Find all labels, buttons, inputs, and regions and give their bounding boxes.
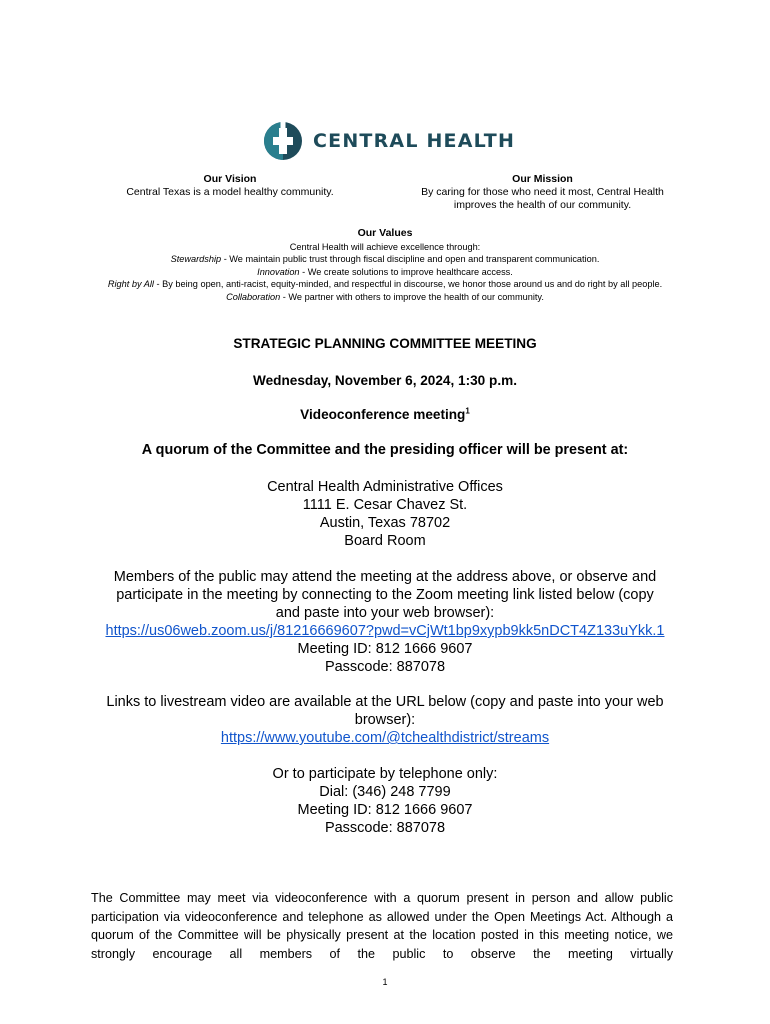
address-line: Board Room (344, 533, 426, 549)
values-intro: Central Health will achieve excellence through: (289, 242, 481, 252)
quorum-statement: A quorum of the Committee and the presiding officer will be present at: (141, 442, 629, 458)
telephone-section (60, 765, 710, 837)
mission-text-line: By caring for those who need it most, Central Health (421, 186, 664, 198)
phone-dial: Dial: (346) 248 7799 (319, 784, 451, 800)
value-text: - We partner with others to improve the health of our community. (280, 291, 544, 302)
meeting-type-text: Videoconference meeting (300, 407, 466, 422)
mission-heading: Our Mission (512, 173, 573, 185)
footer-line: The Committee may meet via videoconference with a quorum present in person and allow public (91, 891, 673, 905)
zoom-link[interactable]: https://us06web.zoom.us/j/81216669607?pwd=vCjWt1bp9xypb9kk5nDCT4Z133uYkk.1 (105, 623, 665, 639)
address-line: 1111 E. Cesar Chavez St. (302, 497, 468, 513)
public-text-line: Members of the public may attend the meeting at the address above, or observe and (113, 569, 657, 585)
page-number: 1 (382, 977, 388, 987)
livestream-section (60, 693, 710, 747)
youtube-link[interactable]: https://www.youtube.com/@tchealthdistrict/streams (220, 730, 550, 746)
central-health-logo (263, 120, 515, 162)
meeting-type (40, 407, 730, 422)
value-item (40, 266, 730, 278)
public-text-line: and paste into your web browser): (275, 605, 495, 621)
value-text: - We maintain public trust through fiscal discipline and open and transparent communication. (221, 254, 600, 265)
mission-section (405, 173, 680, 212)
public-text-line: participate in the meeting by connecting to the Zoom meeting link listed below (copy (116, 587, 654, 603)
value-name: Collaboration (226, 291, 281, 302)
footer-line: participation via videoconference and telephone as allowed under the Open Meetings Act. (91, 909, 608, 924)
public-participation (60, 568, 710, 676)
central-health-logo-icon (263, 121, 303, 161)
meeting-datetime: Wednesday, November 6, 2024, 1:30 p.m. (253, 373, 517, 388)
zoom-meeting-id: Meeting ID: 812 1666 9607 (297, 641, 473, 657)
zoom-passcode: Passcode: 887078 (324, 659, 446, 675)
value-name: Stewardship (170, 254, 222, 265)
stream-text-line: browser): (354, 712, 416, 728)
vision-section (100, 173, 360, 199)
vision-text: Central Texas is a model healthy community. (126, 186, 334, 198)
logo-text: CENTRAL HEALTH (313, 130, 516, 152)
phone-passcode: Passcode: 887078 (324, 820, 446, 836)
meeting-title: STRATEGIC PLANNING COMMITTEE MEETING (233, 336, 537, 351)
phone-meeting-id: Meeting ID: 812 1666 9607 (297, 802, 473, 818)
stream-text-line: Links to livestream video are available at the URL below (copy and paste into your web (106, 694, 664, 710)
value-item (40, 253, 730, 265)
value-name: Right by All (107, 279, 154, 290)
value-name: Innovation (257, 266, 300, 277)
vision-heading: Our Vision (203, 173, 257, 185)
footer-line: meeting notice, we strongly encourage all members of the public to observe the meeting virtually (91, 928, 673, 961)
address-line: Central Health Administrative Offices (267, 479, 503, 495)
value-item (40, 278, 730, 290)
mission-text-line: improves the health of our community. (453, 199, 632, 211)
address-line: Austin, Texas 78702 (319, 515, 451, 531)
phone-intro: Or to participate by telephone only: (272, 766, 498, 782)
footer-line: Although a quorum of the Committee will be physically present at the location posted in this (91, 909, 673, 942)
values-section (40, 226, 730, 303)
values-heading: Our Values (357, 227, 413, 239)
meeting-address (60, 478, 710, 550)
footer-paragraph (91, 889, 673, 963)
footnote-mark[interactable]: 1 (465, 406, 470, 416)
value-text: - We create solutions to improve healthcare access. (299, 266, 513, 277)
value-item (40, 291, 730, 303)
value-text: - By being open, anti-racist, equity-minded, and respectful in discourse, we honor those around us and do right by all people. (153, 279, 663, 290)
